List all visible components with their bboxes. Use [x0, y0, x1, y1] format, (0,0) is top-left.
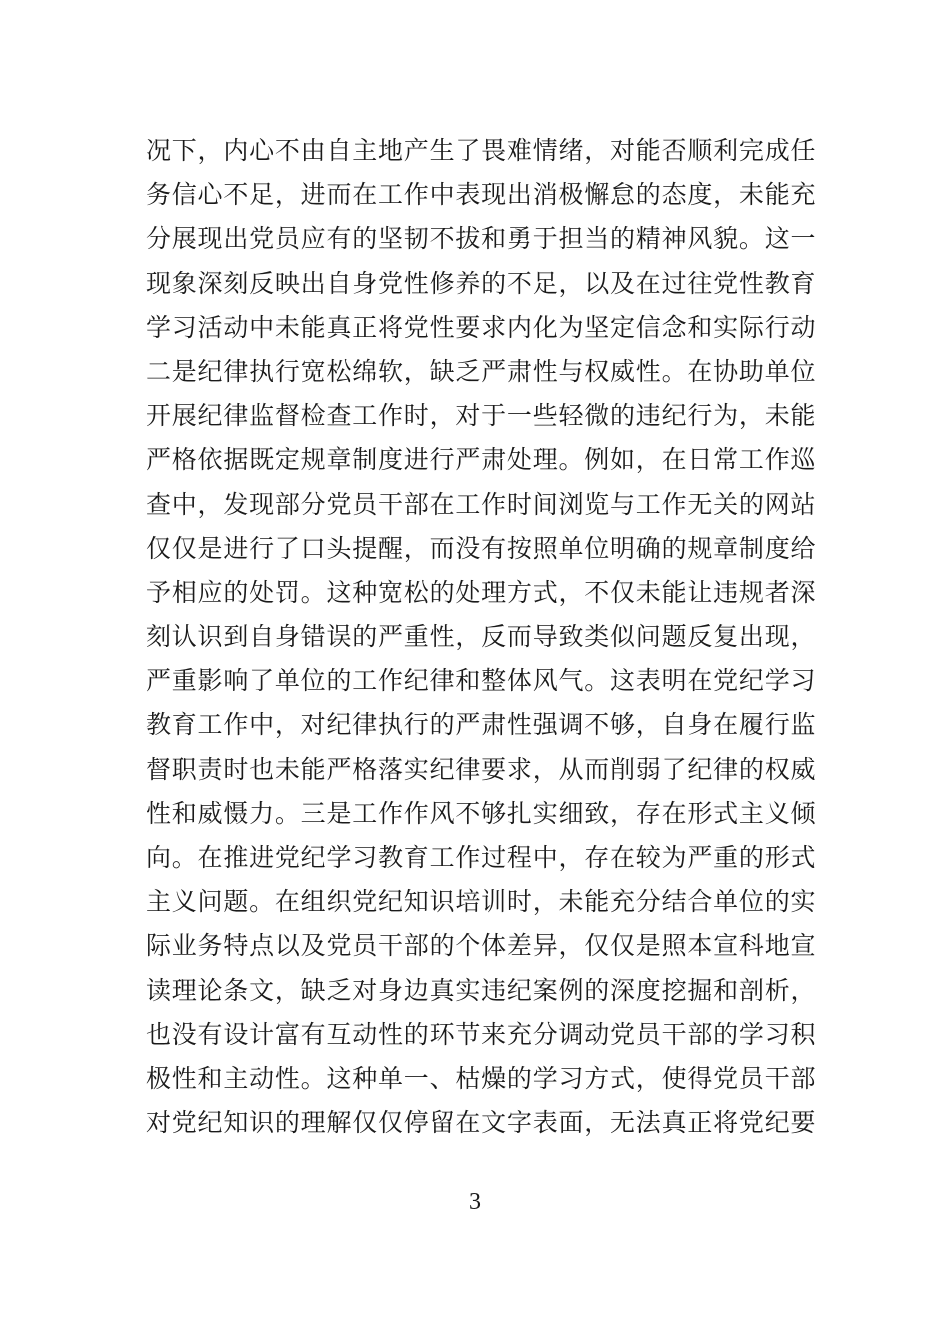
text-line: 督职责时也未能严格落实纪律要求，从而削弱了纪律的权威 — [146, 754, 816, 784]
text-line: 二是纪律执行宽松绵软，缺乏严肃性与权威性。在协助单位 — [146, 356, 816, 386]
text-line: 性和威慑力。三是工作作风不够扎实细致，存在形式主义倾 — [146, 798, 816, 828]
text-line: 刻认识到自身错误的严重性，反而导致类似问题反复出现， — [146, 622, 816, 652]
text-line: 现象深刻反映出自身党性修养的不足，以及在过往党性教育 — [146, 268, 816, 298]
text-line: 严重影响了单位的工作纪律和整体风气。这表明在党纪学习 — [146, 666, 816, 696]
page-number: 3 — [469, 1189, 481, 1215]
text-line: 查中，发现部分党员干部在工作时间浏览与工作无关的网站 — [146, 489, 816, 519]
text-line: 向。在推进党纪学习教育工作过程中，存在较为严重的形式 — [146, 843, 816, 872]
text-line: 教育工作中，对纪律执行的严肃性强调不够，自身在履行监 — [146, 710, 816, 740]
text-line: 予相应的处罚。这种宽松的处理方式，不仅未能让违规者深 — [146, 577, 816, 607]
text-line: 读理论条文，缺乏对身边真实违纪案例的深度挖掘和剖析， — [146, 975, 816, 1005]
body-paragraph — [146, 129, 816, 1145]
text-line: 仅仅是进行了口头提醒，而没有按照单位明确的规章制度给 — [146, 533, 816, 563]
text-line: 也没有设计富有互动性的环节来充分调动党员干部的学习积 — [146, 1019, 816, 1049]
text-line: 务信心不足，进而在工作中表现出消极懈怠的态度，未能充 — [146, 180, 816, 210]
text-line: 分展现出党员应有的坚韧不拔和勇于担当的精神风貌。这一 — [146, 224, 816, 254]
text-line: 对党纪知识的理解仅仅停留在文字表面，无法真正将党纪要 — [146, 1108, 816, 1138]
text-line: 主义问题。在组织党纪知识培训时，未能充分结合单位的实 — [146, 887, 816, 917]
text-line: 况下，内心不由自主地产生了畏难情绪，对能否顺利完成任 — [146, 136, 816, 165]
text-line: 极性和主动性。这种单一、枯燥的学习方式，使得党员干部 — [146, 1063, 816, 1093]
text-line: 际业务特点以及党员干部的个体差异，仅仅是照本宣科地宣 — [146, 931, 816, 961]
text-line: 学习活动中未能真正将党性要求内化为坚定信念和实际行动 — [146, 312, 816, 342]
text-line: 严格依据既定规章制度进行严肃处理。例如，在日常工作巡 — [146, 445, 816, 475]
text-line: 开展纪律监督检查工作时，对于一些轻微的违纪行为，未能 — [146, 401, 816, 431]
